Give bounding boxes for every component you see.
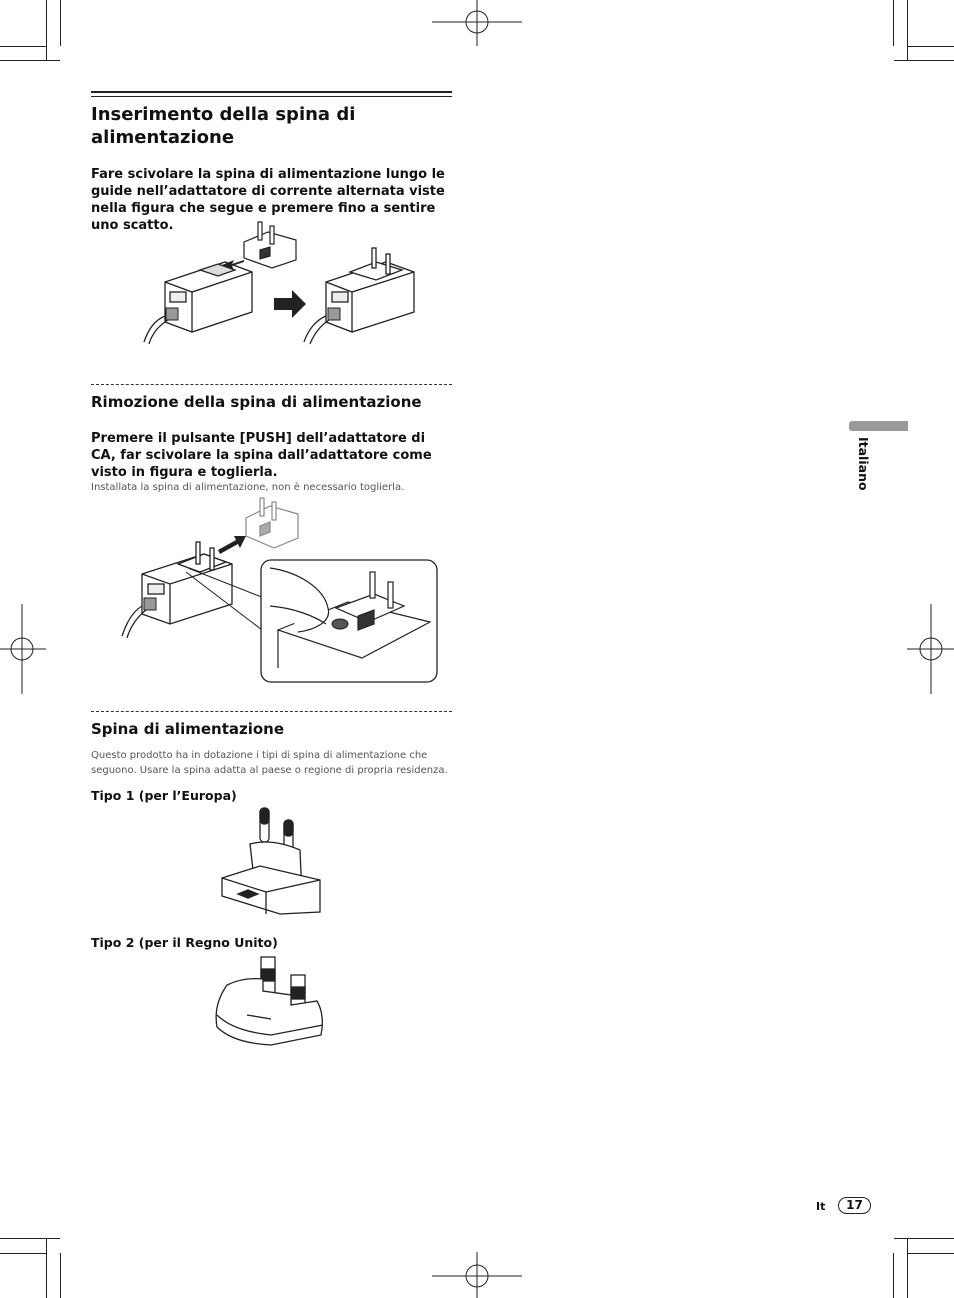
crop-mark xyxy=(0,1253,46,1254)
language-tab xyxy=(849,421,908,431)
crop-mark xyxy=(907,0,908,60)
crop-mark xyxy=(0,1238,60,1239)
crop-mark xyxy=(60,0,61,46)
section-top-rule xyxy=(91,91,452,97)
crop-mark xyxy=(46,1238,47,1298)
section-divider xyxy=(91,384,452,385)
crop-mark xyxy=(908,1253,954,1254)
crop-mark xyxy=(894,1238,954,1239)
crop-mark xyxy=(0,46,46,47)
language-tab-label: Italiano xyxy=(856,437,871,491)
figure-plug-type2 xyxy=(213,955,329,1049)
insert-instruction: Fare scivolare la spina di alimentazione lungo le guide nell’adattatore di corrente alternata viste nella figura che segue e premere fino a sentire uno scatto. xyxy=(91,167,445,233)
crop-mark xyxy=(893,1253,894,1298)
figure-remove-plug xyxy=(118,498,440,684)
section-title-insert xyxy=(91,103,355,149)
crop-mark xyxy=(0,60,60,61)
page-language-code: It xyxy=(816,1200,826,1213)
crop-mark xyxy=(908,46,954,47)
figure-plug-type1 xyxy=(220,806,324,918)
registration-mark-right xyxy=(907,604,954,694)
crop-mark xyxy=(46,0,47,60)
plugs-description: Questo prodotto ha in dotazione i tipi di spina di alimentazione che seguono. Usare la spina adatta al paese o regione di propria residenza. xyxy=(91,750,448,776)
type2-label: Tipo 2 (per il Regno Unito) xyxy=(91,935,278,950)
section-title-insert-line1: Inserimento della spina di xyxy=(91,104,356,125)
registration-mark-left xyxy=(0,604,48,694)
crop-mark xyxy=(60,1253,61,1298)
section-title-remove: Rimozione della spina di alimentazione xyxy=(91,393,422,411)
registration-mark-bottom xyxy=(432,1252,522,1298)
crop-mark xyxy=(893,0,894,46)
remove-note: Installata la spina di alimentazione, non è necessario toglierla. xyxy=(91,482,405,493)
section-title-insert-line2: alimentazione xyxy=(91,127,235,148)
page-number: 17 xyxy=(838,1197,871,1214)
registration-mark-top xyxy=(432,0,522,48)
section-divider xyxy=(91,711,452,712)
crop-mark xyxy=(907,1238,908,1298)
section-title-plugs: Spina di alimentazione xyxy=(91,720,285,738)
type1-label: Tipo 1 (per l’Europa) xyxy=(91,788,237,803)
figure-insert-plug xyxy=(140,220,420,350)
remove-instruction: Premere il pulsante [PUSH] dell’adattatore di CA, far scivolare la spina dall’adattatore come visto in figura e toglierla. xyxy=(91,431,432,480)
crop-mark xyxy=(894,60,954,61)
